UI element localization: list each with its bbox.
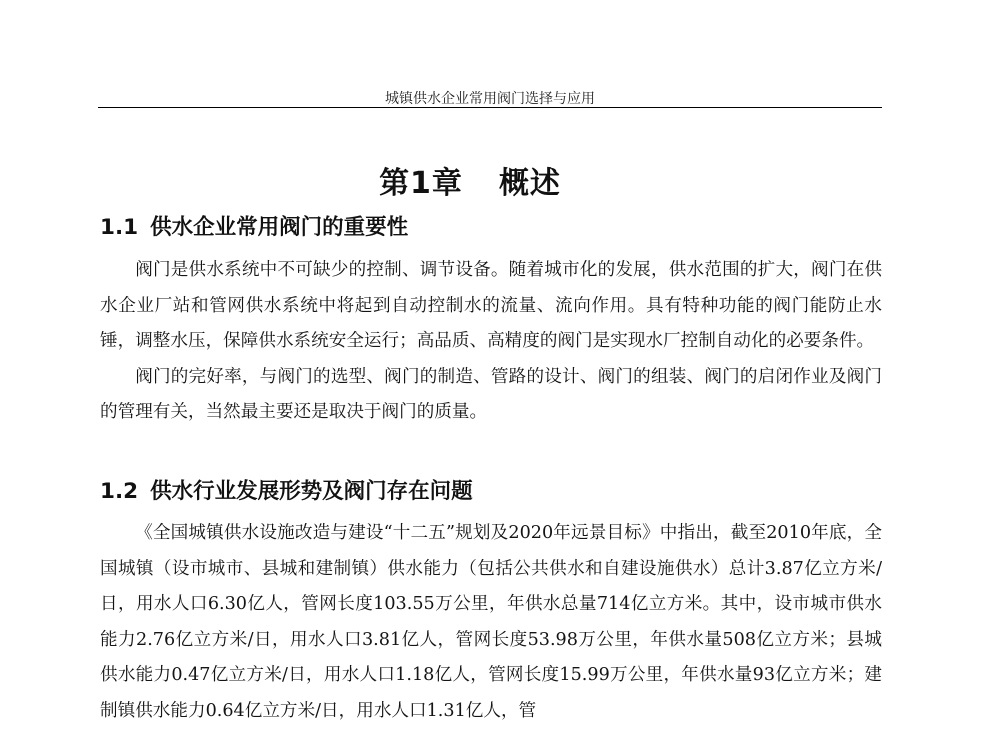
section-heading-1-1 (100, 210, 408, 241)
section-title: 供水企业常用阀门的重要性 (150, 215, 409, 240)
paragraph: 阀门的完好率，与阀门的选型、阀门的制造、管路的设计、阀门的组装、阀门的启闭作业及阀门的管理有关，当然最主要还是取决于阀门的质量。 (100, 366, 882, 422)
chapter-title: 概述 (498, 166, 561, 201)
paragraph: 《全国城镇供水设施改造与建设“十二五”规划及2020年远景目标》中指出，截至2010年底，全国城镇（设市城市、县城和建制镇）供水能力（包括公共供水和自建设施供水）总计3.87亿立方米/日，用水人口6.30亿人，管网长度103.55万公里，年供水总量714亿立方米。其中，设市城市供水能力2.76亿立方米/日，用水人口3.81亿人，管网长度53.98万公里，年供水量508亿立方米；县城供水能力0.47亿立方米/日，用水人口1.18亿人，管网长度15.99万公里，年供水量93亿立方米；建制镇供水能力0.64亿立方米/日，用水人口1.31亿人，管 (100, 523, 882, 721)
section-number: 1.2 (100, 479, 139, 504)
section-number: 1.1 (100, 215, 139, 240)
section-1-2-body (100, 516, 882, 729)
paragraph: 阀门是供水系统中不可缺少的控制、调节设备。随着城市化的发展，供水范围的扩大，阀门在供水企业厂站和管网供水系统中将起到自动控制水的流量、流向作用。具有特种功能的阀门能防止水锤，调整水压，保障供水系统安全运行；高品质、高精度的阀门是实现水厂控制自动化的必要条件。 (100, 260, 882, 351)
header-rule (98, 107, 882, 108)
chapter-number: 第1章 (379, 166, 463, 201)
section-1-1-body (100, 253, 882, 431)
chapter-heading (0, 158, 940, 202)
section-title: 供水行业发展形势及阀门存在问题 (150, 479, 473, 504)
running-header: 城镇供水企业常用阀门选择与应用 (385, 91, 595, 107)
section-heading-1-2 (100, 474, 473, 505)
